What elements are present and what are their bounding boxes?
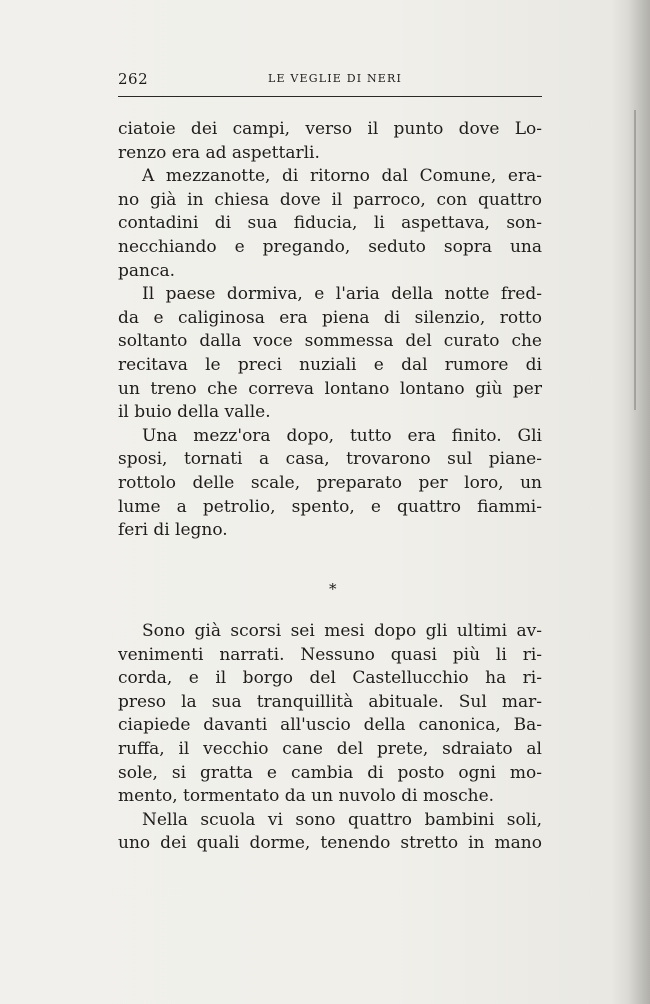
text-line: panca. bbox=[118, 260, 176, 281]
text-line: corda, e il borgo del Castellucchio ha ri- bbox=[118, 668, 542, 689]
text-line: rottolo delle scale, preparato per loro, un bbox=[118, 472, 542, 493]
running-title: LE VEGLIE DI NERI bbox=[267, 72, 403, 85]
text-line: recitava le preci nuziali e dal rumore di bbox=[118, 354, 542, 375]
header-rule bbox=[118, 96, 542, 97]
page-edge-line bbox=[634, 110, 636, 410]
text-line: soltanto dalla voce sommessa del curato che bbox=[118, 331, 542, 352]
page-edge-shadow bbox=[628, 0, 650, 1004]
text-line: contadini di sua fiducia, li aspettava, son- bbox=[118, 213, 542, 234]
text-line: renzo era ad aspettarli. bbox=[118, 142, 320, 163]
text-block-1 bbox=[118, 118, 542, 543]
text-line: necchiando e pregando, seduto sopra una bbox=[118, 236, 542, 257]
text-line: preso la sua tranquillità abituale. Sul mar- bbox=[118, 691, 542, 712]
text-line: mento, tormentato da un nuvolo di mosche. bbox=[118, 786, 495, 807]
text-line: un treno che correva lontano lontano giù per bbox=[118, 378, 542, 399]
section-separator: * bbox=[329, 580, 337, 598]
text-line: feri di legno. bbox=[118, 520, 228, 541]
page-number: 262 bbox=[118, 70, 149, 88]
text-line: ruffa, il vecchio cane del prete, sdraiato al bbox=[118, 738, 542, 759]
text-line: Nella scuola vi sono quattro bambini soli, bbox=[142, 809, 542, 830]
text-line: sposi, tornati a casa, trovarono sul piane- bbox=[118, 449, 542, 470]
text-line: sole, si gratta e cambia di posto ogni mo- bbox=[118, 762, 542, 783]
page-header bbox=[118, 70, 542, 94]
text-line: Sono già scorsi sei mesi dopo gli ultimi av- bbox=[142, 621, 542, 641]
text-line: il buio della valle. bbox=[118, 402, 271, 423]
text-line: ciatoie dei campi, verso il punto dove Lo- bbox=[118, 119, 542, 139]
text-line: lume a petrolio, spento, e quattro fiammi- bbox=[118, 496, 542, 517]
text-block-2 bbox=[118, 620, 542, 856]
text-line: venimenti narrati. Nessuno quasi più li ri- bbox=[118, 644, 542, 665]
text-line: Il paese dormiva, e l'aria della notte fred- bbox=[142, 284, 542, 305]
text-line: ciapiede davanti all'uscio della canonica, Ba- bbox=[118, 715, 542, 736]
text-line: A mezzanotte, di ritorno dal Comune, era- bbox=[142, 166, 542, 187]
text-line: Una mezz'ora dopo, tutto era finito. Gli bbox=[142, 425, 542, 446]
text-line: uno dei quali dorme, tenendo stretto in mano bbox=[118, 833, 542, 854]
text-line: da e caliginosa era piena di silenzio, rotto bbox=[118, 307, 542, 328]
text-line: no già in chiesa dove il parroco, con quattro bbox=[118, 189, 542, 210]
